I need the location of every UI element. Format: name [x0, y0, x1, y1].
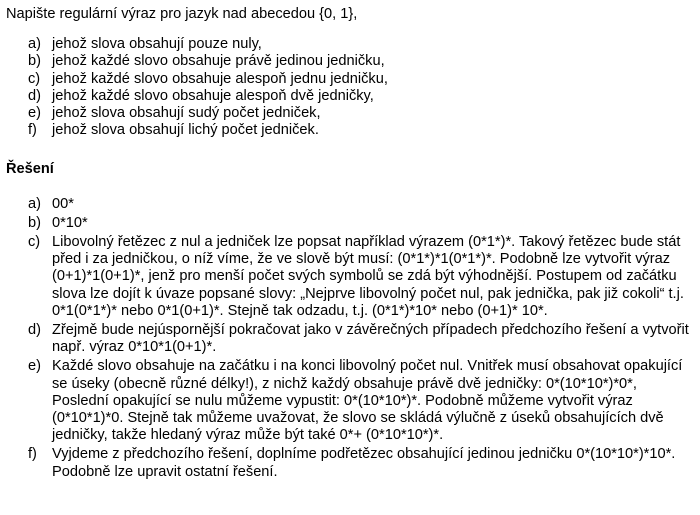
task-marker: b) [28, 53, 41, 70]
solution-marker: d) [28, 322, 41, 339]
task-text: jehož každé slovo obsahuje alespoň dvě jedničky, [52, 87, 374, 104]
task-marker: a) [28, 36, 41, 53]
task-item-b [28, 53, 694, 70]
solution-text: Libovolný řetězec z nul a jedniček lze popsat například výrazem (0*1*)*. Takový řetězec bude stát před i za jedničkou, o níž víme, že ve slově být musí: (0*1*)*1(0*1*)*. Podobně lze vytvořit výraz (0+1)*1(0+1)*, jenž pro menší počet svých symbolů se zdá být výhodnější. Postupem od začátku slova lze dojít k úvaze popsané slovy: „Nejprve libovolný počet nul, pak jednička, pak již cokoli“ t.j. 0*1(0*1*)* nebo 0*1(0+1)*. Stejně tak odzadu, t.j. (0*1*)*10* nebo (0+1)* 10*. [52, 234, 684, 319]
solution-marker: b) [28, 214, 41, 231]
solution-text: Každé slovo obsahuje na začátku i na konci libovolný počet nul. Vnitřek musí obsahovat opakující se úseky (obecně různé délky!), z nichž každý obsahuje právě dvě jedničky: 0*(10*10*)*0*, Poslední opakující se nulu můžeme vypustit: 0*(10*10*)*. Podobně můžeme vytvořit výraz (0*10*1)*0. Stejně tak můžeme uvažovat, že slovo se skládá výlučně z úseků obsahujících dvě jedničky, takže hledaný výraz může být také 0*+ (0*10*10*)*. [52, 358, 683, 444]
task-marker: c) [28, 70, 41, 87]
task-marker: e) [28, 105, 41, 122]
solution-marker: c) [28, 234, 41, 251]
task-text: jehož slova obsahují lichý počet jedniček. [52, 122, 319, 139]
solution-text: 00* [52, 195, 74, 212]
task-text: jehož každé slovo obsahuje právě jedinou jedničku, [52, 53, 385, 70]
solution-item-a [28, 196, 694, 213]
solution-item-f [28, 446, 694, 480]
task-item-c [28, 71, 694, 88]
solution-item-c [28, 234, 694, 320]
solution-text: Zřejmě bude nejúspornější pokračovat jako v závěrečných případech předchozího řešení a vytvořit např. výraz 0*10*1(0+1)*. [52, 322, 689, 356]
task-marker: f) [28, 122, 37, 139]
solution-list [6, 196, 694, 481]
task-item-d [28, 88, 694, 105]
task-item-e [28, 105, 694, 122]
solution-heading: Řešení [6, 161, 54, 178]
task-marker: d) [28, 87, 41, 104]
task-intro: Napište regulární výraz pro jazyk nad abecedou {0, 1}, [6, 6, 358, 22]
solution-marker: f) [28, 446, 37, 463]
task-text: jehož slova obsahují pouze nuly, [52, 36, 262, 53]
solution-item-d [28, 322, 694, 356]
solution-marker: e) [28, 358, 41, 375]
solution-text: Vyjdeme z předchozího řešení, doplníme podřetězec obsahující jedinou jedničku 0*(10*10*)*10*. Podobně lze upravit ostatní řešení. [52, 446, 676, 480]
task-item-f [28, 122, 694, 139]
task-text: jehož každé slovo obsahuje alespoň jednu jedničku, [52, 70, 388, 87]
solution-item-b [28, 215, 694, 232]
task-item-a [28, 36, 694, 53]
solution-marker: a) [28, 195, 41, 212]
solution-item-e [28, 358, 694, 444]
solution-text: 0*10* [52, 214, 88, 231]
task-text: jehož slova obsahují sudý počet jedniček, [52, 105, 321, 122]
task-list [6, 36, 694, 139]
